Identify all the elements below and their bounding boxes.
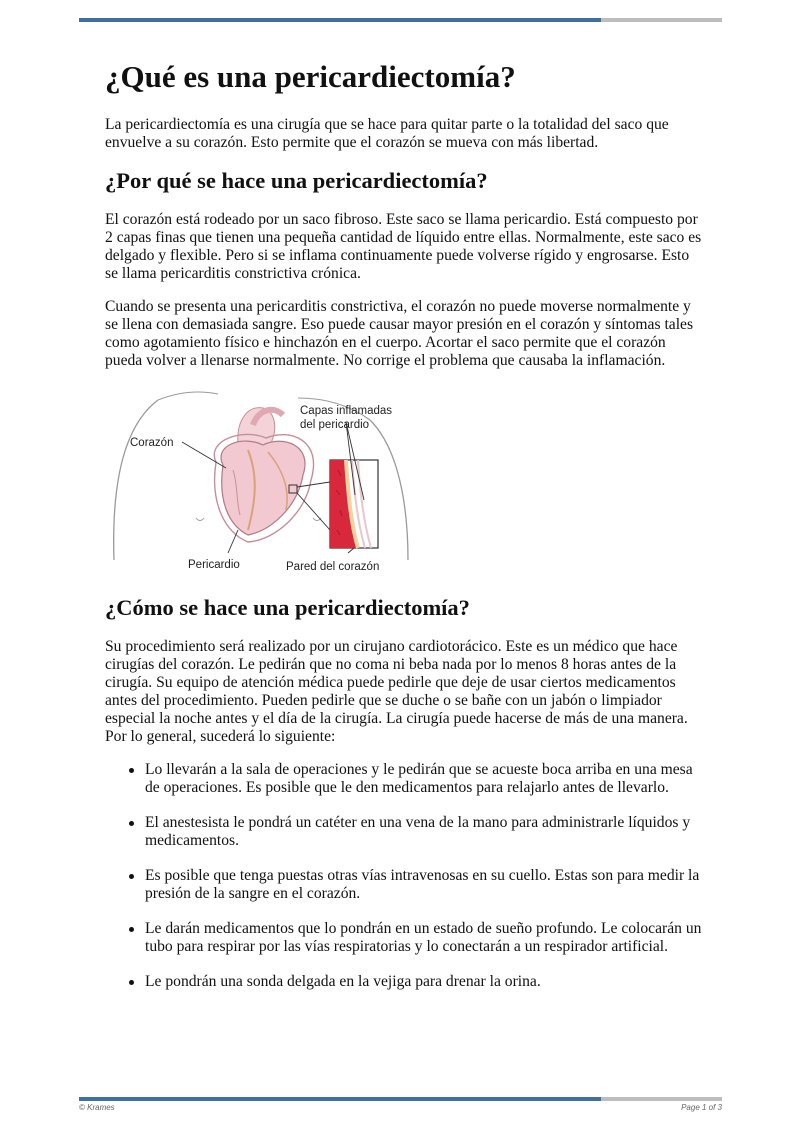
bullet-icon xyxy=(129,768,134,773)
list-item-text: Lo llevarán a la sala de operaciones y le pedirán que se acueste boca arriba en una mesa de operaciones. Es posible que le den medicamentos para relajarlo antes de llevarlo. xyxy=(145,761,693,796)
section-heading-how: ¿Cómo se hace una pericardiectomía? xyxy=(105,595,470,620)
list-item-text: Le pondrán una sonda delgada en la vejiga para drenar la orina. xyxy=(145,973,541,990)
intro-paragraph: La pericardiectomía es una cirugía que se hace para quitar parte o la totalidad del saco que envuelve a su corazón. Esto permite que el corazón se mueva con más libertad. xyxy=(105,116,669,151)
footer-rule-accent xyxy=(79,1097,601,1101)
label-heart: Corazón xyxy=(130,437,174,449)
list-item-text: El anestesista le pondrá un catéter en una vena de la mano para administrarle líquidos y medicamentos. xyxy=(145,814,691,849)
pericardium-illustration xyxy=(108,390,418,580)
bullet-icon xyxy=(129,927,134,932)
bullet-icon xyxy=(129,874,134,879)
document-body xyxy=(105,58,705,1008)
list-item xyxy=(127,761,705,797)
list-item-text: Es posible que tenga puestas otras vías intravenosas en su cuello. Estas son para medir la presión de la sangre en el corazón. xyxy=(145,867,700,902)
why-paragraph-1: El corazón está rodeado por un saco fibroso. Este saco se llama pericardio. Está compuesto por 2 capas finas que tienen una pequeña cantidad de líquido entre ellas. Normalmente, este saco es delgado y flexible. Pero si se inflama continuamente puede volverse rígido y engrosarse. Esto se llama pericarditis constrictiva crónica. xyxy=(105,211,702,282)
list-item xyxy=(127,973,705,991)
bullet-icon xyxy=(129,821,134,826)
footer-rule-grey xyxy=(601,1097,722,1101)
heart-shape xyxy=(221,441,305,535)
why-paragraph-2: Cuando se presenta una pericarditis constrictiva, el corazón no puede moverse normalmente y se llena con demasiada sangre. Eso puede causar mayor presión en el corazón y síntomas tales como agotamiento físico e hinchazón en el cuerpo. Acortar el saco permite que el corazón pueda volver a llenarse normalmente. No corrige el problema que causaba la inflamación. xyxy=(105,298,694,369)
footer-page-number: Page 1 of 3 xyxy=(681,1103,722,1112)
header-rule-accent xyxy=(79,18,601,22)
list-item-text: Le darán medicamentos que lo pondrán en un estado de sueño profundo. Le colocarán un tubo para respirar por las vías respiratorias y lo conectarán a un respirador artificial. xyxy=(145,920,702,955)
footer-copyright: © Krames xyxy=(79,1103,115,1112)
section-heading-why: ¿Por qué se hace una pericardiectomía? xyxy=(105,168,488,193)
label-layers-1: Capas inflamadas xyxy=(300,405,393,417)
footer-rule xyxy=(79,1097,722,1101)
torso-outline xyxy=(114,400,158,560)
page-title: ¿Qué es una pericardiectomía? xyxy=(105,59,516,94)
how-paragraph: Su procedimiento será realizado por un cirujano cardiotorácico. Este es un médico que hace cirugías del corazón. Le pedirán que no coma ni beba nada por lo menos 8 horas antes de la cirugía. Su equipo de atención médica puede pedirle que deje de usar ciertos medicamentos antes del procedimiento. Pueden pedirle que se duche o se bañe con un jabón o limpiador especial la noche antes y el día de la cirugía. La cirugía puede hacerse de más de una manera. Por lo general, sucederá lo siguiente: xyxy=(105,638,688,745)
header-rule xyxy=(79,18,722,22)
list-item xyxy=(127,814,705,850)
header-rule-grey xyxy=(601,18,722,22)
label-heart-wall: Pared del corazón xyxy=(286,561,380,573)
bullet-icon xyxy=(129,980,134,985)
procedure-steps-list xyxy=(127,761,705,991)
label-pericardium: Pericardio xyxy=(188,559,240,571)
label-layers-2: del pericardio xyxy=(300,419,370,431)
list-item xyxy=(127,920,705,956)
list-item xyxy=(127,867,705,903)
